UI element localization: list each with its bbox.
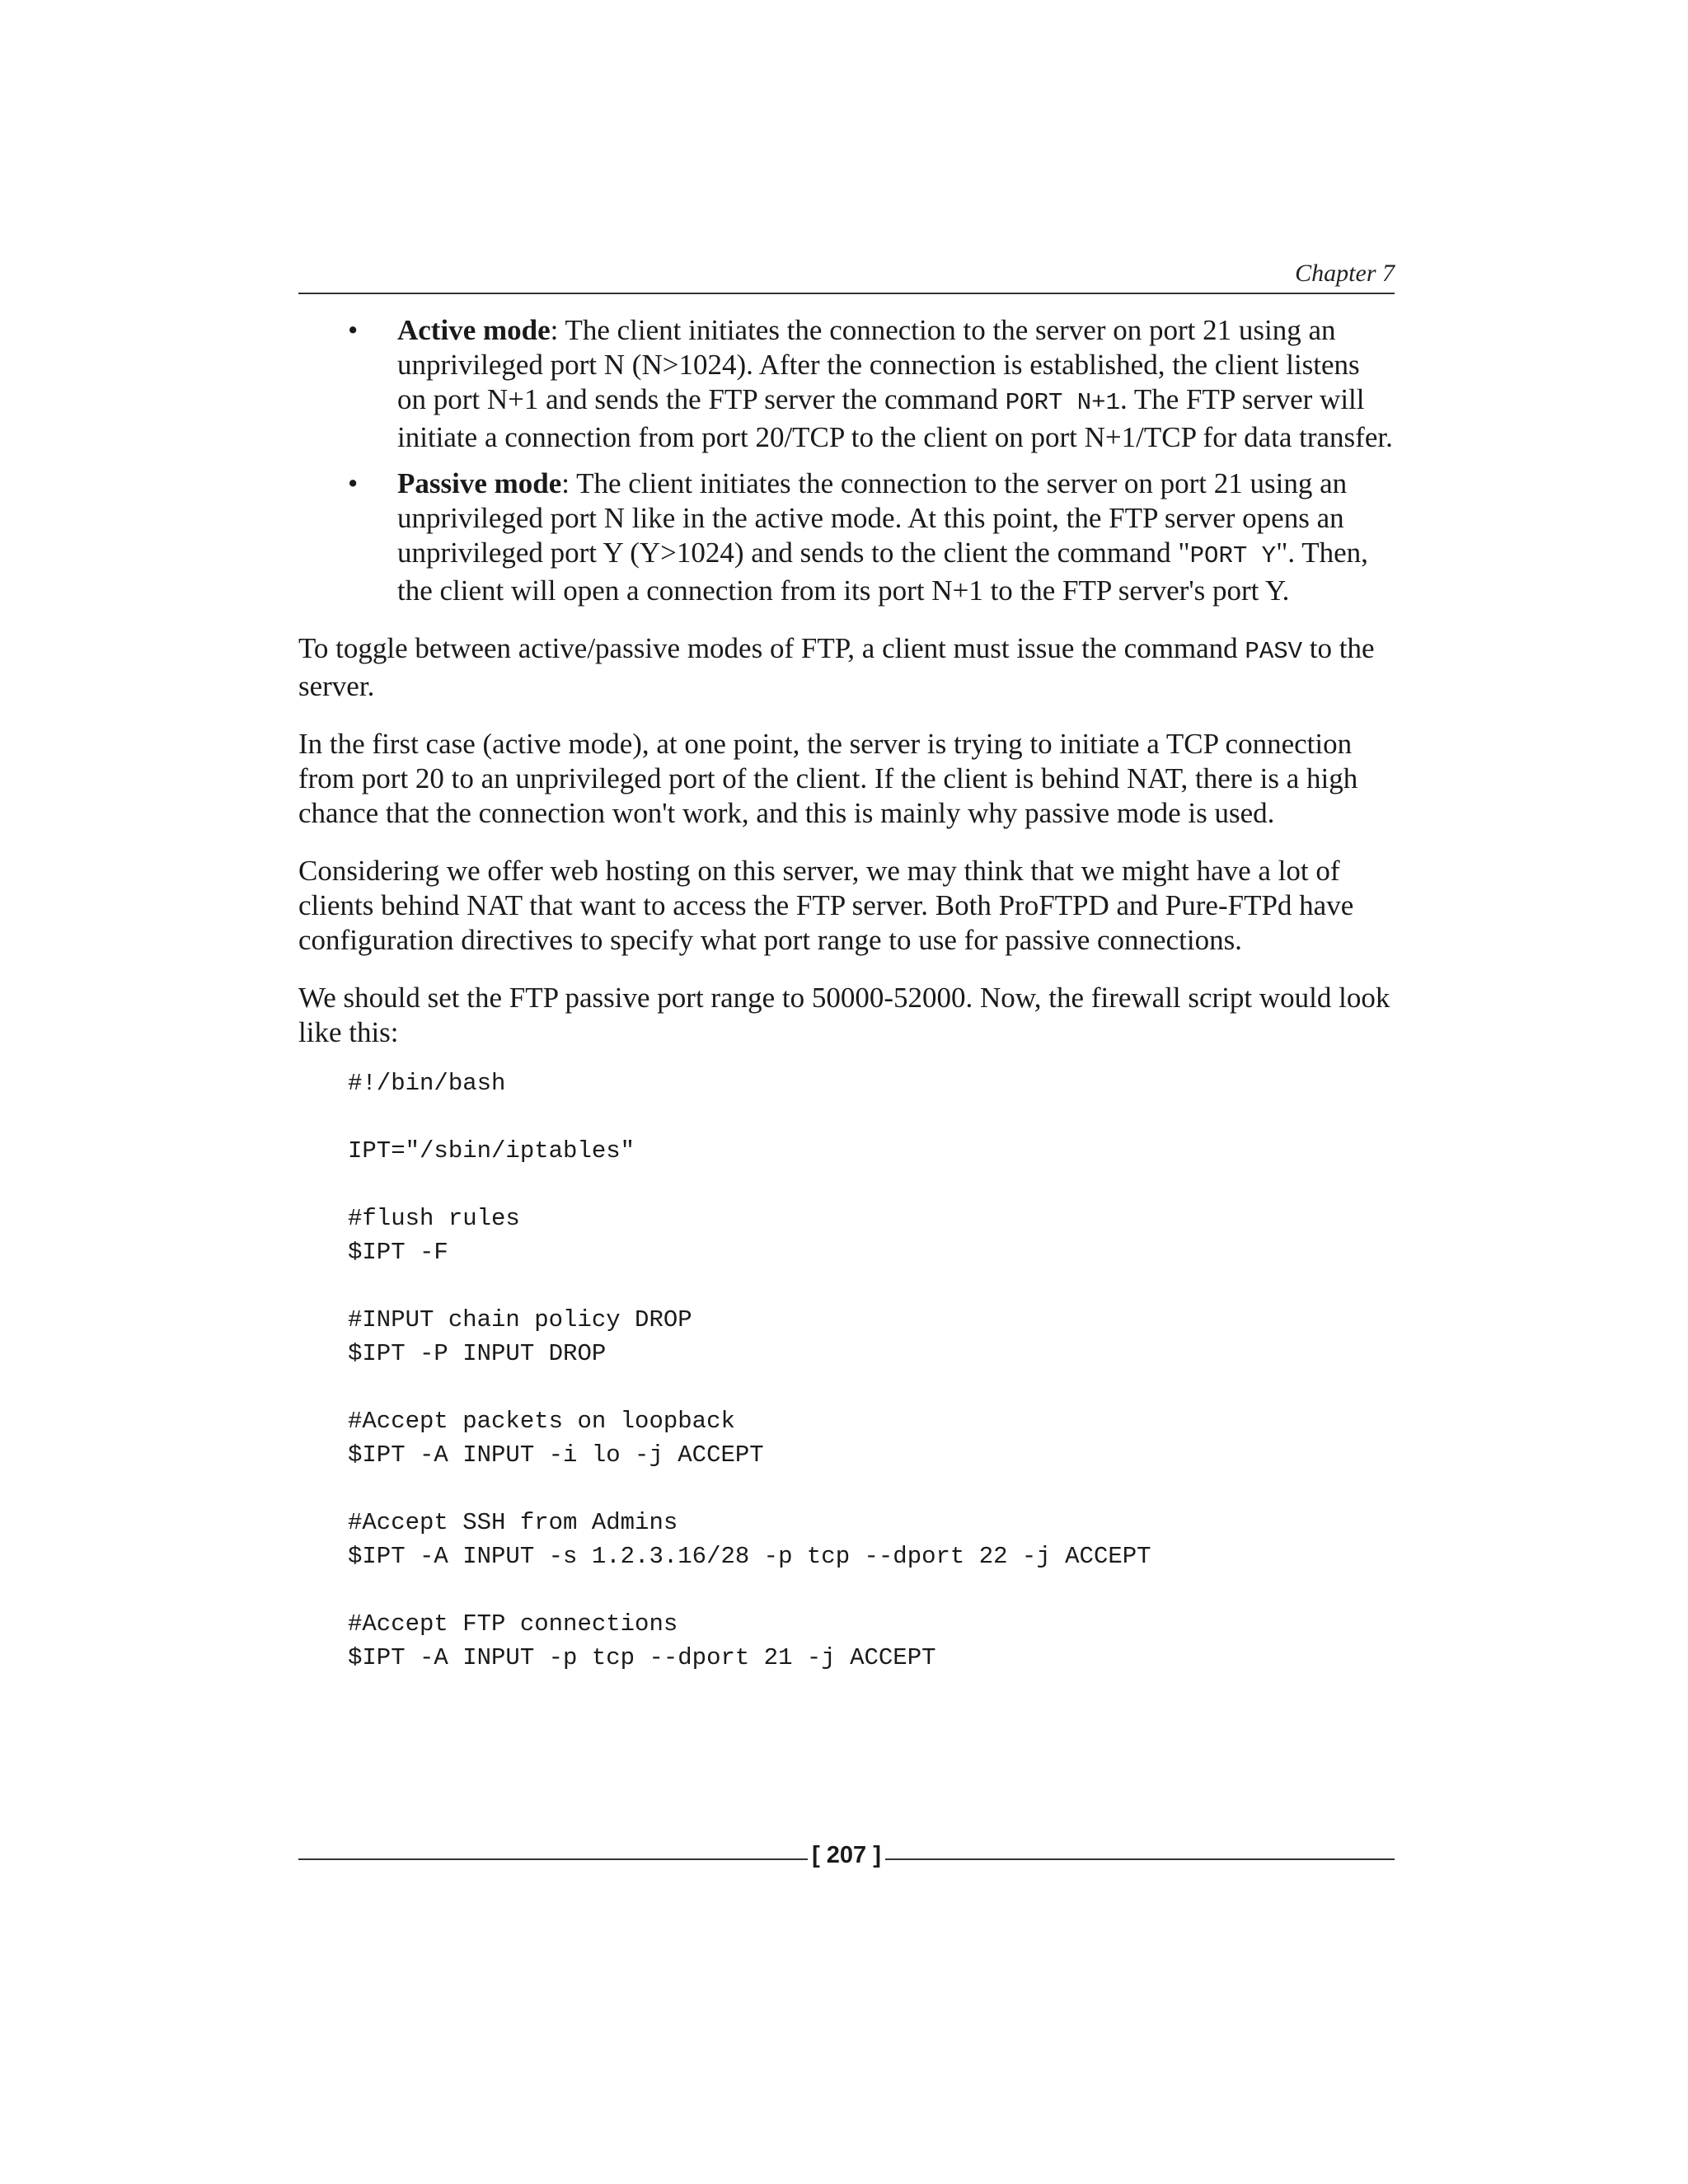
paragraph-toggle bbox=[298, 631, 1395, 704]
footer-rule-right bbox=[885, 1858, 1395, 1860]
code-line bbox=[348, 1269, 1395, 1303]
code-line: $IPT -P INPUT DROP bbox=[348, 1340, 607, 1367]
code-line: $IPT -A INPUT -s 1.2.3.16/28 -p tcp --dport 22 -j ACCEPT bbox=[348, 1543, 1151, 1570]
code-line bbox=[348, 1371, 1395, 1404]
code-line: $IPT -F bbox=[348, 1239, 448, 1266]
active-mode-text-b: . The FTP server will initiate a connection from port 20/TCP to the client on port N+1/TCP for data transfer. bbox=[397, 383, 1393, 453]
code-line: #INPUT chain policy DROP bbox=[348, 1306, 692, 1333]
list-item-active-mode bbox=[298, 313, 1395, 455]
chapter-label: Chapter 7 bbox=[1295, 260, 1395, 287]
term-passive-mode: Passive mode bbox=[397, 467, 562, 499]
footer-rule-left bbox=[298, 1858, 808, 1860]
code-line bbox=[348, 1573, 1395, 1607]
code-line: $IPT -A INPUT -p tcp --dport 21 -j ACCEPT bbox=[348, 1644, 936, 1671]
code-line: #Accept FTP connections bbox=[348, 1610, 678, 1638]
code-line: #Accept packets on loopback bbox=[348, 1408, 735, 1435]
toggle-text-a: To toggle between active/passive modes of FTP, a client must issue the command bbox=[298, 632, 1245, 664]
firewall-script-code bbox=[298, 1066, 1395, 1675]
list-item-passive-mode bbox=[298, 466, 1395, 608]
page-footer bbox=[298, 1842, 1395, 1875]
passive-mode-code: PORT Y bbox=[1189, 542, 1277, 569]
bullet-icon: • bbox=[348, 314, 359, 346]
code-line bbox=[348, 1472, 1395, 1506]
passive-mode-text-a: : The client initiates the connection to the server on port 21 using an unprivileged port N like in the active mode. At this point, the FTP server opens an unprivileged port Y (Y>1024) and sends to the client the command " bbox=[397, 467, 1348, 569]
active-mode-text-a: : The client initiates the connection to the server on port 21 using an unprivileged port N (N>1024). After the connection is established, the client listens on port N+1 and sends the FTP server the command bbox=[397, 314, 1360, 415]
page-header bbox=[298, 260, 1395, 294]
toggle-code: PASV bbox=[1245, 638, 1303, 665]
paragraph-port-range: We should set the FTP passive port range to 50000-52000. Now, the firewall script would look like this: bbox=[298, 982, 1390, 1048]
active-mode-code: PORT N+1 bbox=[1005, 389, 1120, 416]
paragraph-web-hosting: Considering we offer web hosting on this server, we may think that we might have a lot of clients behind NAT that want to access the FTP server. Both ProFTPD and Pure-FTPd have configuration directives to specify what port range to use for passive connections. bbox=[298, 855, 1354, 956]
code-line: IPT="/sbin/iptables" bbox=[348, 1137, 635, 1165]
paragraph-active-nat: In the first case (active mode), at one point, the server is trying to initiate a TCP connection from port 20 to an unprivileged port of the client. If the client is behind NAT, there is a high chance that the connection won't work, and this is mainly why passive mode is used. bbox=[298, 728, 1358, 829]
page-number: [ 207 ] bbox=[812, 1842, 881, 1868]
code-line: #flush rules bbox=[348, 1205, 520, 1232]
book-page bbox=[298, 0, 1395, 2184]
code-line: $IPT -A INPUT -i lo -j ACCEPT bbox=[348, 1441, 764, 1469]
toggle-text-b: to the server. bbox=[298, 632, 1375, 702]
page-content bbox=[298, 313, 1395, 1675]
code-line: #!/bin/bash bbox=[348, 1070, 506, 1097]
term-active-mode: Active mode bbox=[397, 314, 551, 346]
passive-mode-text-b: ". Then, the client will open a connection from its port N+1 to the FTP server's port Y. bbox=[397, 537, 1368, 607]
code-line: #Accept SSH from Admins bbox=[348, 1509, 678, 1536]
bullet-icon: • bbox=[348, 467, 359, 499]
code-line bbox=[348, 1168, 1395, 1202]
code-line bbox=[348, 1100, 1395, 1134]
ftp-mode-list bbox=[298, 313, 1395, 608]
